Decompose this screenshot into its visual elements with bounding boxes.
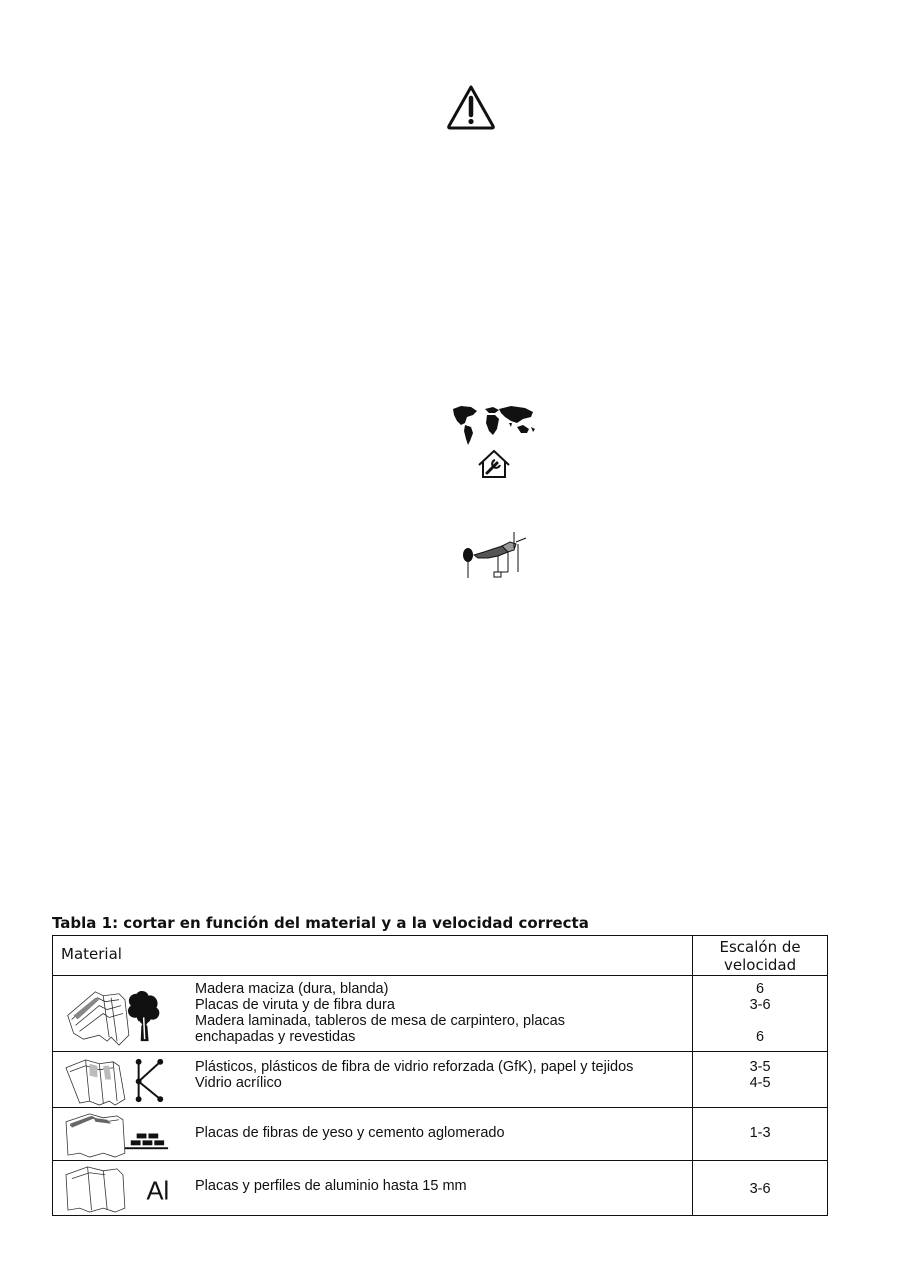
- plastic-k-icon: [59, 1052, 179, 1107]
- material-speed-table: [52, 935, 828, 1216]
- row1-desc-3: Madera laminada, tableros de mesa de carpintero, placas: [195, 1013, 565, 1029]
- row1-speed-4: 6: [756, 1029, 765, 1045]
- brick-icon: [59, 1108, 179, 1160]
- table-row: [53, 1108, 828, 1161]
- world-service-icon: [449, 403, 539, 479]
- material-cell: [53, 976, 693, 1052]
- speed-cell: [693, 1052, 828, 1108]
- speed-cell: [693, 1161, 828, 1216]
- header-speed-line1: Escalón de: [719, 938, 801, 956]
- warning-icon: [446, 84, 496, 130]
- aluminium-icon-label: Al: [146, 1177, 170, 1206]
- row2-desc-2: Vidrio acrílico: [195, 1075, 282, 1091]
- table-row: [53, 976, 828, 1052]
- row1-desc-2: Placas de viruta y de fibra dura: [195, 997, 395, 1013]
- row1-desc-1: Madera maciza (dura, blanda): [195, 981, 389, 997]
- row4-desc-1: Placas y perfiles de aluminio hasta 15 mm: [195, 1178, 467, 1194]
- row1-speed-1: 6: [756, 981, 765, 997]
- material-cell: [53, 1108, 693, 1161]
- table-title: Tabla 1: cortar en función del material y a la velocidad correcta: [52, 914, 589, 932]
- header-speed: [693, 936, 828, 976]
- header-material: Material: [53, 936, 693, 976]
- aluminium-icon: [59, 1161, 179, 1215]
- speed-cell: [693, 1108, 828, 1161]
- row1-desc-4: enchapadas y revestidas: [195, 1029, 356, 1045]
- row2-desc-1: Plásticos, plásticos de fibra de vidrio reforzada (GfK), papel y tejidos: [195, 1059, 634, 1075]
- table-row: [53, 1161, 828, 1216]
- row2-speed-1: 3-5: [749, 1059, 771, 1075]
- blade-tool-icon: [458, 528, 530, 584]
- table-header-row: [53, 936, 828, 976]
- row2-speed-2: 4-5: [749, 1075, 771, 1091]
- speed-cell: [693, 976, 828, 1052]
- row4-speed-1: 3-6: [749, 1181, 771, 1197]
- material-cell: [53, 1161, 693, 1216]
- material-cell: [53, 1052, 693, 1108]
- table-row: [53, 1052, 828, 1108]
- row3-desc-1: Placas de fibras de yeso y cemento aglomerado: [195, 1125, 505, 1141]
- row1-speed-2: 3-6: [749, 997, 771, 1013]
- wood-tree-icon: [59, 976, 179, 1051]
- row1-speed-3: [693, 1013, 827, 1029]
- row3-speed-1: 1-3: [749, 1125, 771, 1141]
- header-speed-line2: velocidad: [724, 956, 797, 974]
